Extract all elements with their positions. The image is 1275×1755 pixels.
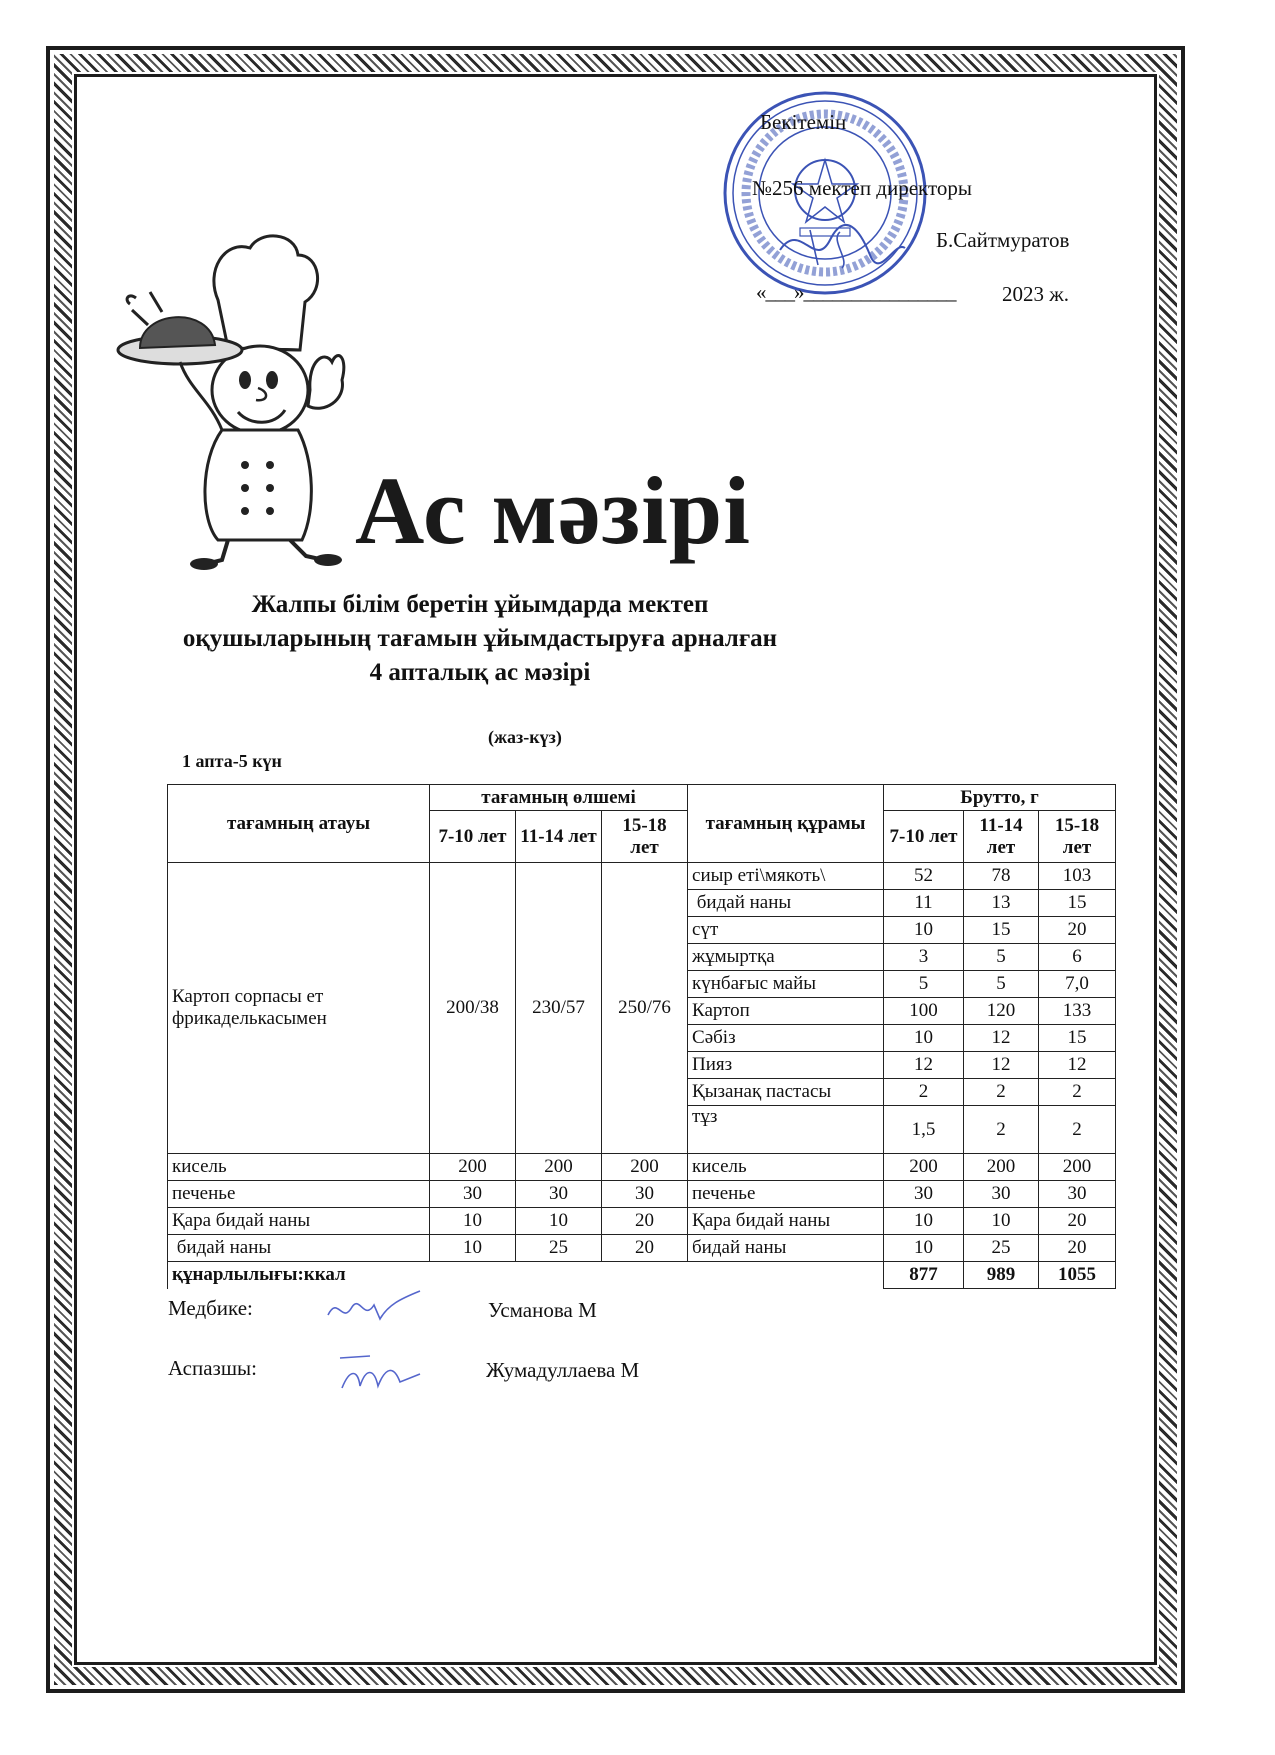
ingredient-value: 15	[1039, 1025, 1116, 1052]
ingredient-value: 133	[1039, 998, 1116, 1025]
ingredient-value: 2	[964, 1106, 1039, 1154]
dish-portion: 10	[430, 1208, 516, 1235]
cook-label: Аспазшы:	[168, 1356, 257, 1380]
ingredient-value: 200	[1039, 1154, 1116, 1181]
dish-name: бидай наны	[168, 1235, 430, 1262]
cook-signature	[330, 1348, 430, 1398]
ingredient-name: бидай наны	[688, 1235, 884, 1262]
ingredient-name: бидай наны	[688, 890, 884, 917]
ingredient-value: 2	[1039, 1106, 1116, 1154]
season-label: (жаз-күз)	[488, 727, 562, 747]
ingredient-value: 5	[964, 944, 1039, 971]
table-row	[168, 1208, 1116, 1235]
ingredient-name: печенье	[688, 1181, 884, 1208]
ingredient-value: 1,5	[884, 1106, 964, 1154]
nurse-name: Усманова М	[488, 1298, 597, 1322]
ingredient-value: 13	[964, 890, 1039, 917]
dish-portion: 20	[602, 1208, 688, 1235]
ingredient-value: 30	[884, 1181, 964, 1208]
approval-director-title: №256 мектеп директоры	[752, 176, 972, 200]
ingredient-value: 52	[884, 863, 964, 890]
chef-illustration	[110, 230, 350, 570]
ingredient-name: тұз	[688, 1106, 884, 1154]
total-label: құнарлылығы:ккал	[168, 1262, 884, 1289]
header-brutto-age-11-14: 11-14 лет	[964, 811, 1039, 863]
ingredient-value: 10	[884, 917, 964, 944]
table-row	[168, 1154, 1116, 1181]
approval-date-year: 2023 ж.	[1002, 282, 1070, 306]
ingredient-name: Қызанақ пастасы	[688, 1079, 884, 1106]
ingredient-value: 30	[964, 1181, 1039, 1208]
ingredient-value: 100	[884, 998, 964, 1025]
dish-portion: 30	[602, 1181, 688, 1208]
ingredient-value: 25	[964, 1235, 1039, 1262]
dish-portion: 200	[430, 1154, 516, 1181]
ingredient-value: 103	[1039, 863, 1116, 890]
header-brutto-age-7-10: 7-10 лет	[884, 811, 964, 863]
approval-heading: Бекітемін	[760, 110, 847, 134]
dish-portion: 20	[602, 1235, 688, 1262]
ingredient-value: 120	[964, 998, 1039, 1025]
ingredient-value: 10	[884, 1025, 964, 1052]
table-row	[168, 1235, 1116, 1262]
ingredient-value: 2	[964, 1079, 1039, 1106]
ingredient-name: кисель	[688, 1154, 884, 1181]
header-brutto-age-15-18: 15-18 лет	[1039, 811, 1116, 863]
cook-name: Жумадуллаева М	[486, 1358, 640, 1382]
ingredient-value: 20	[1039, 917, 1116, 944]
ingredient-value: 12	[1039, 1052, 1116, 1079]
dish-portion: 30	[430, 1181, 516, 1208]
ingredient-name: Қара бидай наны	[688, 1208, 884, 1235]
ingredient-name: жұмыртқа	[688, 944, 884, 971]
ingredient-value: 2	[884, 1079, 964, 1106]
ingredient-name: Картоп	[688, 998, 884, 1025]
ingredient-value: 12	[964, 1052, 1039, 1079]
table-row	[168, 1181, 1116, 1208]
main-dish-portion-11-14: 230/57	[516, 863, 602, 1154]
ingredient-value: 10	[884, 1235, 964, 1262]
ingredient-name: сиыр еті\мякоть\	[688, 863, 884, 890]
header-age-15-18: 15-18 лет	[602, 811, 688, 863]
ingredient-name: Сәбіз	[688, 1025, 884, 1052]
ingredient-value: 10	[964, 1208, 1039, 1235]
ingredient-value: 2	[1039, 1079, 1116, 1106]
dish-portion: 30	[516, 1181, 602, 1208]
ingredient-value: 15	[964, 917, 1039, 944]
main-dish-name: Картоп сорпасы ет фрикаделькасымен	[168, 863, 430, 1154]
page-title: Ас мәзірі	[355, 457, 751, 564]
nurse-label: Медбике:	[168, 1296, 253, 1320]
ingredient-value: 7,0	[1039, 971, 1116, 998]
approval-date-blank: «___»________________	[756, 280, 956, 304]
total-value-7-10: 877	[884, 1262, 964, 1289]
ingredient-value: 200	[964, 1154, 1039, 1181]
week-day-label: 1 апта-5 күн	[182, 751, 282, 771]
ingredient-value: 12	[884, 1052, 964, 1079]
ingredient-value: 30	[1039, 1181, 1116, 1208]
table-row	[168, 863, 1116, 890]
dish-name: кисель	[168, 1154, 430, 1181]
header-dish-name: тағамның атауы	[168, 785, 430, 863]
main-dish-portion-15-18: 250/76	[602, 863, 688, 1154]
header-brutto: Брутто, г	[884, 785, 1116, 811]
dish-portion: 10	[430, 1235, 516, 1262]
nurse-signature	[320, 1285, 430, 1335]
dish-name: печенье	[168, 1181, 430, 1208]
ingredient-value: 3	[884, 944, 964, 971]
director-signature	[770, 210, 910, 280]
header-portion: тағамның өлшемі	[430, 785, 688, 811]
ingredient-value: 12	[964, 1025, 1039, 1052]
main-dish-portion-7-10: 200/38	[430, 863, 516, 1154]
ingredient-value: 11	[884, 890, 964, 917]
approval-director-name: Б.Сайтмуратов	[936, 228, 1070, 252]
ingredient-value: 6	[1039, 944, 1116, 971]
header-composition: тағамның құрамы	[688, 785, 884, 863]
total-row	[168, 1262, 1116, 1289]
ingredient-value: 5	[884, 971, 964, 998]
dish-portion: 10	[516, 1208, 602, 1235]
dish-name: Қара бидай наны	[168, 1208, 430, 1235]
ingredient-name: сүт	[688, 917, 884, 944]
ingredient-value: 20	[1039, 1235, 1116, 1262]
header-age-11-14: 11-14 лет	[516, 811, 602, 863]
ingredient-value: 78	[964, 863, 1039, 890]
ingredient-name: күнбағыс майы	[688, 971, 884, 998]
ingredient-value: 5	[964, 971, 1039, 998]
ingredient-value: 20	[1039, 1208, 1116, 1235]
ingredient-value: 10	[884, 1208, 964, 1235]
total-value-11-14: 989	[964, 1262, 1039, 1289]
header-age-7-10: 7-10 лет	[430, 811, 516, 863]
menu-table	[167, 784, 1116, 1289]
dish-portion: 200	[602, 1154, 688, 1181]
ingredient-name: Пияз	[688, 1052, 884, 1079]
ingredient-value: 15	[1039, 890, 1116, 917]
ingredient-value: 200	[884, 1154, 964, 1181]
dish-portion: 25	[516, 1235, 602, 1262]
total-value-15-18: 1055	[1039, 1262, 1116, 1289]
page-subtitle: Жалпы білім беретін ұйымдарда мектеп оқушыларының тағамын ұйымдастыруға арналған 4 апталық ас мәзірі	[182, 591, 778, 686]
dish-portion: 200	[516, 1154, 602, 1181]
